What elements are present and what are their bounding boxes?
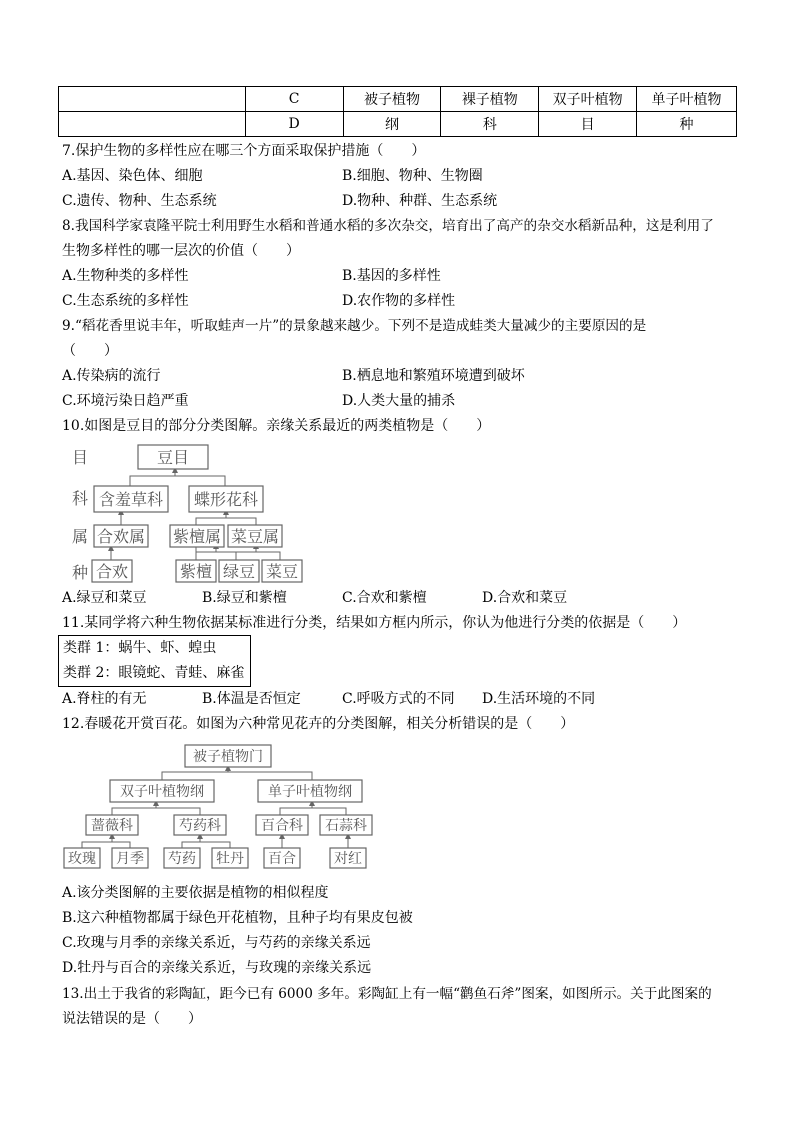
table-cell: 单子叶植物 [637,87,737,112]
q8-option-c: C.生态系统的多样性 [62,293,189,309]
q11-stem: 11.某同学将六种生物依据某标准进行分类，结果如方框内所示，你认为他进行分类的依据是（ ） [62,615,687,631]
q12-stem: 12.春暖花开赏百花。如图为六种常见花卉的分类图解，相关分析错误的是（ ） [62,716,575,732]
node-family: 蝶形花科 [193,490,259,509]
q12-option-c: C.玫瑰与月季的亲缘关系近，与芍药的亲缘关系远 [62,935,371,951]
q10-option-a: A.绿豆和菜豆 [62,590,147,606]
rank-label-species: 种 [72,563,89,582]
node-species: 牡丹 [216,851,244,867]
node-family: 百合科 [261,818,303,834]
q7-option-d: D.物种、种群、生态系统 [342,193,498,209]
node-species: 对红 [334,851,362,867]
rank-label-family: 科 [72,489,89,508]
q12-option-a: A.该分类图解的主要依据是植物的相似程度 [62,885,329,901]
q11-option-a: A.脊柱的有无 [62,691,147,707]
rank-label-order: 目 [72,448,89,467]
table-cell: 被子植物 [343,87,441,112]
node-class: 双子叶植物纲 [120,784,204,800]
node-family: 蔷薇科 [91,818,133,834]
q8-option-d: D.农作物的多样性 [342,293,456,309]
node-species: 芍药 [168,851,196,867]
node-family: 含羞草科 [98,490,164,509]
rank-label-genus: 属 [72,527,89,546]
q11-group-2: 类群 2：眼镜蛇、青蛙、麻雀 [63,665,245,681]
table-cell: D [245,112,343,137]
q9-stem-line1: 9.“稻花香里说丰年，听取蛙声一片”的景象越来越少。下列不是造成蛙类大量减少的主要原因的是 [62,318,647,334]
table-cell: 目 [539,112,637,137]
table-cell: C [245,87,343,112]
q11-group-1: 类群 1：蜗牛、虾、蝗虫 [63,640,217,656]
q13-stem-line1: 13.出土于我省的彩陶缸，距今已有 6000 多年。彩陶缸上有一幅“鹳鱼石斧”图案，如图所示。关于此图案的 [62,986,712,1002]
q11-option-d: D.生活环境的不同 [482,691,596,707]
q9-option-d: D.人类大量的捕杀 [342,393,456,409]
q7-option-c: C.遗传、物种、生态系统 [62,193,217,209]
q10-option-b: B.绿豆和紫檀 [202,590,287,606]
q7-option-a: A.基因、染色体、细胞 [62,168,203,184]
q7-stem: 7.保护生物的多样性应在哪三个方面采取保护措施（ ） [62,143,426,159]
node-species: 菜豆 [265,562,299,581]
q8-stem-line1: 8.我国科学家袁隆平院士利用野生水稻和普通水稻的多次杂交，培育出了高产的杂交水稻新品种，这是利用了 [62,218,714,234]
node-genus: 紫檀属 [172,527,222,546]
table-cell: 双子叶植物 [539,87,637,112]
table-cell: 种 [637,112,737,137]
q11-option-c: C.呼吸方式的不同 [342,691,455,707]
q8-option-b: B.基因的多样性 [342,268,441,284]
q13-stem-line2: 说法错误的是（ ） [62,1011,202,1027]
node-genus: 合欢属 [96,527,146,546]
q10-stem: 10.如图是豆目的部分分类图解。亲缘关系最近的两类植物是（ ） [62,418,491,434]
node-species: 玫瑰 [68,851,96,867]
table-cell: 纲 [343,112,441,137]
q8-stem-line2: 生物多样性的哪一层次的价值（ ） [62,243,300,259]
node-species: 紫檀 [179,562,213,581]
node-species: 绿豆 [222,562,256,581]
node-species: 月季 [116,851,144,867]
node-family: 芍药科 [179,818,221,834]
node-family: 石蒜科 [325,818,367,834]
q12-option-b: B.这六种植物都属于绿色开花植物，且种子均有果皮包被 [62,910,413,926]
node-order: 豆目 [156,448,190,467]
node-genus: 菜豆属 [230,527,280,546]
table-cell: 科 [441,112,539,137]
q11-option-b: B.体温是否恒定 [202,691,301,707]
node-species: 合欢 [95,562,129,581]
q10-option-c: C.合欢和紫檀 [342,590,427,606]
q10-option-d: D.合欢和菜豆 [482,590,568,606]
table-cell: 裸子植物 [441,87,539,112]
node-class: 单子叶植物纲 [268,784,352,800]
q7-option-b: B.细胞、物种、生物圈 [342,168,483,184]
node-phylum: 被子植物门 [193,749,263,765]
q9-option-b: B.栖息地和繁殖环境遭到破坏 [342,368,525,384]
q9-option-a: A.传染病的流行 [62,368,161,384]
q8-option-a: A.生物种类的多样性 [62,268,189,284]
q12-option-d: D.牡丹与百合的亲缘关系近，与玫瑰的亲缘关系远 [62,960,372,976]
q9-stem-line2: （ ） [62,343,118,359]
node-species: 百合 [268,851,296,867]
q9-option-c: C.环境污染日趋严重 [62,393,189,409]
